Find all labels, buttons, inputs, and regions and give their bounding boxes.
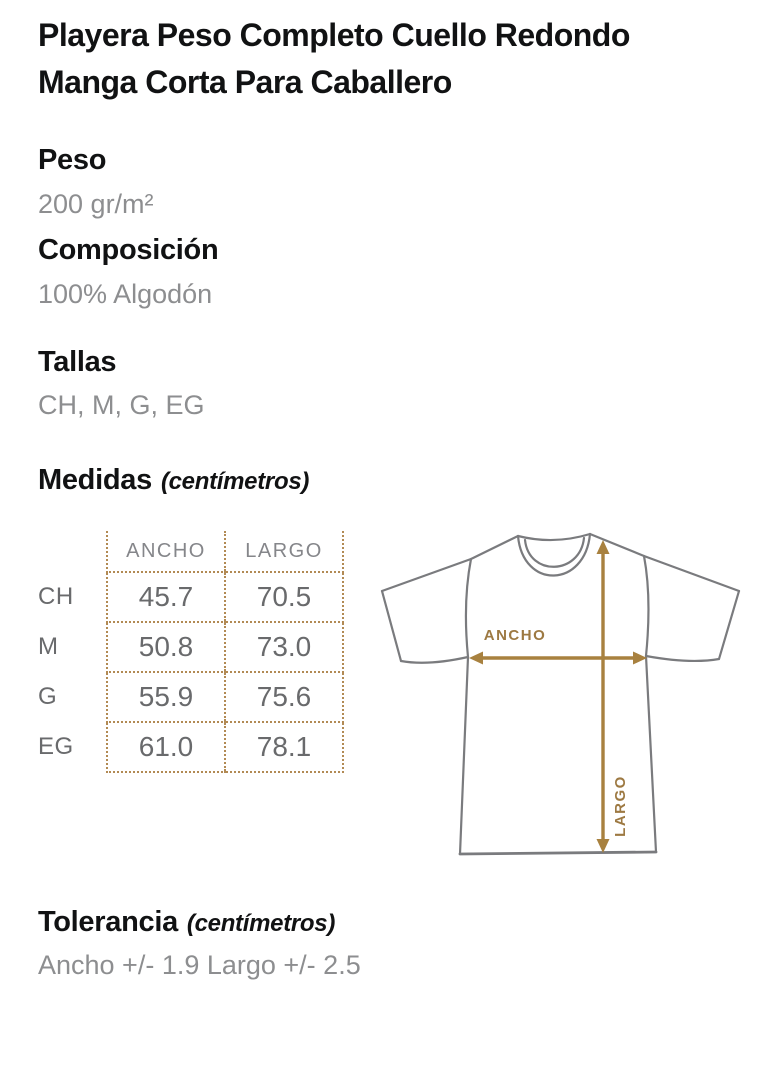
width-arrow-label: ANCHO — [483, 627, 547, 644]
size-row-label: CH — [38, 583, 74, 610]
page-title-line1: Playera Peso Completo Cuello Redondo — [38, 17, 630, 53]
size-table — [38, 531, 344, 773]
length-arrow-label: LARGO — [612, 775, 629, 837]
width-arrow — [469, 652, 647, 665]
size-cell-ancho: 45.7 — [107, 572, 225, 622]
size-table-header-row — [38, 531, 343, 572]
section-heading-tallas: Tallas — [38, 346, 117, 378]
size-cell-ancho: 50.8 — [107, 622, 225, 672]
tallas-value: CH, M, G, EG — [38, 390, 205, 420]
size-row-label: EG — [38, 733, 74, 760]
size-cell-ancho: 55.9 — [107, 672, 225, 722]
length-arrow — [597, 540, 610, 853]
size-row-label: M — [38, 633, 59, 660]
tshirt-diagram — [378, 528, 767, 873]
section-heading-peso: Peso — [38, 144, 107, 176]
size-table-row-ch — [38, 572, 343, 622]
section-heading-medidas — [38, 464, 309, 497]
page-title-line2: Manga Corta Para Caballero — [38, 64, 452, 100]
tshirt-outline — [382, 534, 739, 854]
tolerancia-value: Ancho +/- 1.9 Largo +/- 2.5 — [38, 950, 361, 980]
medidas-heading-text: Medidas — [38, 464, 152, 496]
composicion-value: 100% Algodón — [38, 279, 213, 309]
tolerancia-unit-note: (centímetros) — [186, 910, 336, 937]
size-table-row-m — [38, 622, 343, 672]
size-table-row-g — [38, 672, 343, 722]
size-row-label: G — [38, 683, 58, 710]
size-table-corner-cell — [38, 531, 107, 572]
section-heading-composicion: Composición — [38, 234, 219, 266]
medidas-unit-note: (centímetros) — [160, 468, 310, 495]
size-cell-largo: 75.6 — [225, 672, 343, 722]
tolerancia-heading-text: Tolerancia — [38, 906, 178, 938]
size-column-header-ancho: ANCHO — [107, 531, 225, 572]
section-heading-tolerancia — [38, 906, 335, 939]
peso-value: 200 gr/m² — [38, 189, 154, 219]
size-column-header-largo: LARGO — [225, 531, 343, 572]
size-cell-largo: 70.5 — [225, 572, 343, 622]
size-table-row-eg — [38, 722, 343, 772]
page-title — [38, 12, 630, 106]
size-cell-largo: 73.0 — [225, 622, 343, 672]
size-cell-ancho: 61.0 — [107, 722, 225, 772]
size-cell-largo: 78.1 — [225, 722, 343, 772]
